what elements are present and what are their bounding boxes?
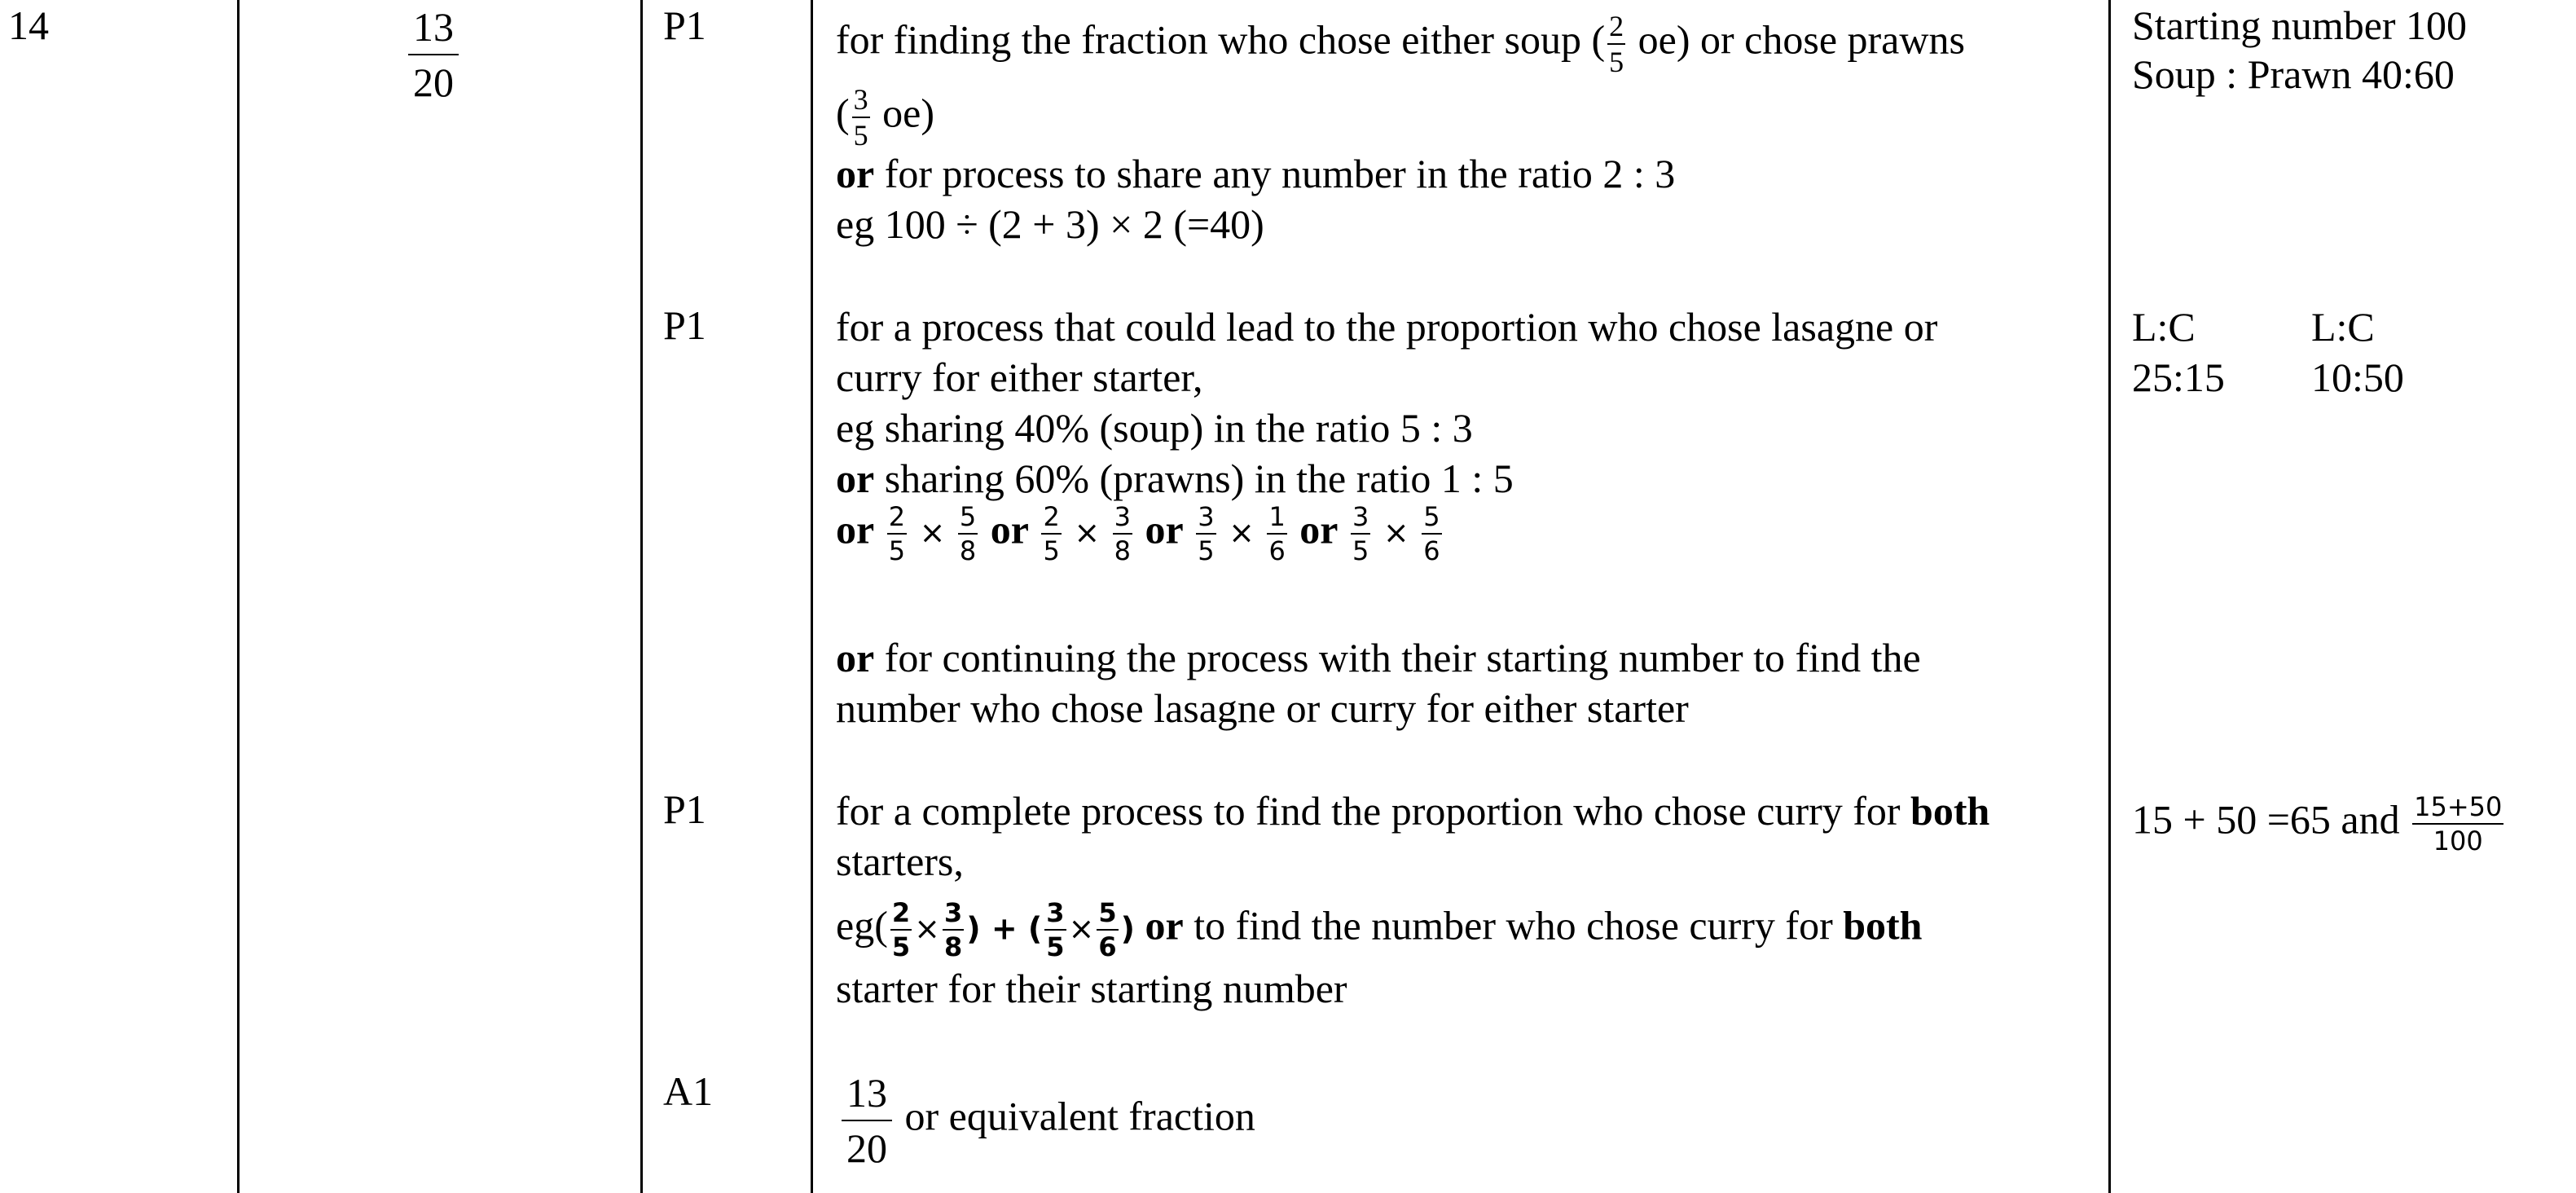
question-number: 14: [8, 2, 49, 48]
bold-or: or: [836, 635, 875, 680]
column-divider-2: [640, 0, 643, 1193]
row2-note-col1-2: 25:15: [2132, 354, 2225, 400]
fraction-denominator: 5: [888, 535, 906, 566]
fraction-numerator: 5: [1097, 900, 1118, 931]
row2-line6-text: for continuing the process with their starting number to find the: [874, 635, 1921, 680]
times-sign: ×: [914, 910, 940, 947]
row3-line1: [836, 786, 1989, 836]
fraction-numerator: 3: [1044, 900, 1066, 931]
fraction-denominator: 5: [1046, 931, 1065, 962]
fraction-denominator: 6: [1098, 931, 1117, 962]
row1-line2-open: (: [836, 90, 850, 136]
row1-line1-after: oe) or chose prawns: [1628, 16, 1965, 63]
row1-line3-text: for process to share any number in the ratio 2 : 3: [874, 151, 1676, 196]
column-divider-4: [2108, 0, 2111, 1193]
fraction-denominator: 5: [891, 931, 911, 962]
row1-note-2: Soup : Prawn 40:60: [2132, 51, 2455, 97]
plus-sign: ) + (: [966, 910, 1043, 947]
fraction-denominator: 6: [1268, 535, 1286, 566]
row1-line1: [836, 11, 1965, 77]
row2-fraction-line: [836, 501, 1444, 566]
close-paren: ): [1120, 910, 1136, 947]
mark-code: A1: [663, 1068, 714, 1114]
row3-note: [2132, 791, 2506, 856]
row2-line2: curry for either starter,: [836, 354, 1203, 400]
fraction-denominator: 5: [1609, 46, 1624, 78]
bold-or: or: [1145, 506, 1184, 552]
column-divider-3: [811, 0, 813, 1193]
bold-or: or: [836, 456, 875, 501]
times-sign: ×: [1383, 514, 1409, 551]
row3-line2: starters,: [836, 839, 964, 884]
fraction-denominator: 8: [943, 931, 963, 962]
fraction-numerator: 3: [1113, 504, 1132, 535]
row2-line1: for a process that could lead to the proportion who chose lasagne or: [836, 304, 1938, 350]
times-sign: ×: [1229, 514, 1255, 551]
bold-or: or: [1299, 506, 1339, 552]
row4-answer: [839, 1072, 1255, 1169]
row2-line6: [836, 632, 1921, 683]
fraction-denominator: 6: [1423, 535, 1440, 566]
mark-code: P1: [663, 786, 706, 832]
fraction-numerator: 1: [1267, 504, 1286, 535]
row2-line3: eg sharing 40% (soup) in the ratio 5 : 3: [836, 405, 1473, 451]
fraction-denominator: 20: [846, 1125, 887, 1171]
row4-answer-text: or equivalent fraction: [895, 1093, 1255, 1139]
fraction-numerator: 2: [890, 900, 912, 931]
bold-or: or: [990, 506, 1029, 552]
answer-denominator: 20: [413, 59, 454, 105]
fraction-denominator: 8: [959, 535, 977, 566]
row2-line7: number who chose lasagne or curry for either starter: [836, 685, 1689, 731]
bold-both: both: [1910, 788, 1990, 834]
row1-note-1: Starting number 100: [2132, 2, 2468, 48]
fraction-denominator: 8: [1114, 535, 1132, 566]
fraction-numerator: 3: [1196, 504, 1215, 535]
row1-line2-after: oe): [872, 90, 934, 136]
row3-line3-text: to find the number who chose curry for: [1183, 902, 1844, 949]
fraction-numerator: 15+50: [2412, 794, 2503, 825]
row2-note-col2-1: L:C: [2311, 304, 2375, 350]
bold-or: or: [1145, 902, 1184, 949]
fraction-denominator: 100: [2433, 825, 2483, 856]
fraction-numerator: 3: [852, 85, 870, 118]
answer-numerator: 13: [408, 7, 459, 55]
fraction-denominator: 5: [1198, 535, 1215, 566]
times-sign: ×: [1068, 910, 1095, 947]
fraction-denominator: 5: [1352, 535, 1369, 566]
row2-line4-text: sharing 60% (prawns) in the ratio 1 : 5: [874, 456, 1514, 501]
times-sign: ×: [1074, 514, 1101, 551]
fraction-numerator: 2: [1607, 11, 1625, 45]
bold-or: or: [836, 506, 875, 552]
row1-line4: eg 100 ÷ (2 + 3) × 2 (=40): [836, 201, 1264, 247]
row2-note-col2-2: 10:50: [2311, 354, 2404, 400]
fraction-numerator: 13: [842, 1072, 892, 1121]
column-divider-1: [237, 0, 240, 1193]
row3-line1-text: for a complete process to find the proportion who chose curry for: [836, 788, 1911, 834]
row2-line4: [836, 453, 1514, 504]
row3-line3: [836, 897, 1923, 962]
eg-prefix: eg(: [836, 902, 888, 949]
mark-code: P1: [663, 2, 706, 48]
row1-line1-text: for finding the fraction who chose either soup (: [836, 16, 1606, 63]
fraction-numerator: 2: [1041, 504, 1061, 535]
bold-both: both: [1843, 902, 1923, 949]
answer-fraction: [406, 4, 461, 105]
row2-note-col1-1: L:C: [2132, 304, 2196, 350]
fraction-numerator: 3: [943, 900, 964, 931]
fraction-denominator: 5: [853, 119, 868, 152]
fraction-numerator: 2: [887, 504, 907, 535]
row3-note-text: 15 + 50 =65 and: [2132, 796, 2411, 843]
row1-line3: [836, 148, 1675, 199]
fraction-denominator: 5: [1043, 535, 1060, 566]
times-sign: ×: [919, 514, 946, 551]
mark-code: P1: [663, 302, 706, 348]
fraction-numerator: 5: [1422, 504, 1441, 535]
bold-or: or: [836, 151, 875, 196]
fraction-numerator: 5: [958, 504, 978, 535]
fraction-numerator: 3: [1351, 504, 1370, 535]
row1-line2: [836, 85, 934, 150]
row3-line4: starter for their starting number: [836, 966, 1347, 1011]
